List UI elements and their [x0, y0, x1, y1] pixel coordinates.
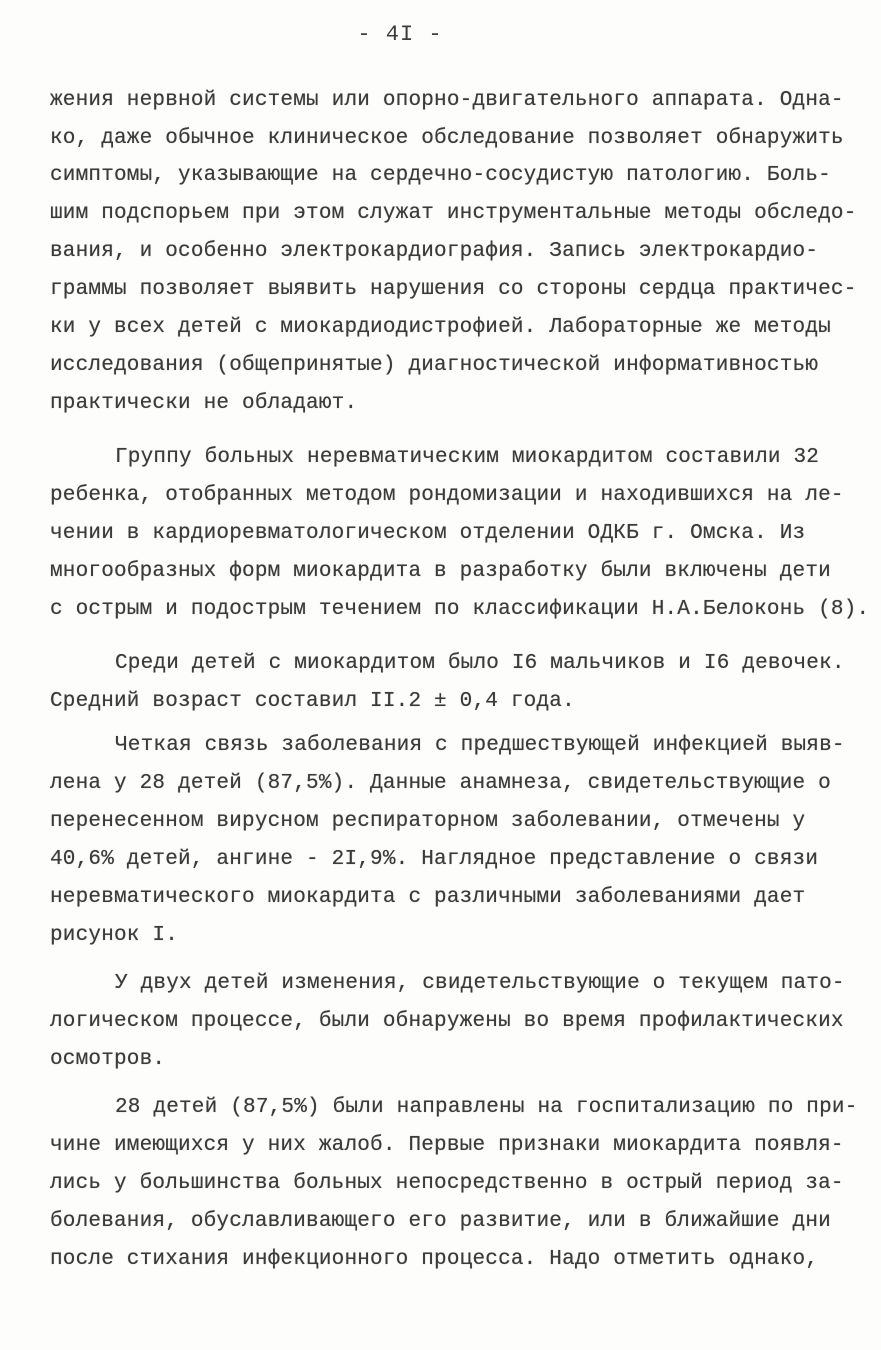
page-number: - 4I -	[357, 22, 443, 47]
text-line: Средний возраст составил II.2 ± 0,4 года.	[50, 690, 575, 713]
text-line: Группу больных неревматическим миокардитом составили 32	[115, 446, 820, 469]
text-line: симптомы, указывающие на сердечно-сосудистую патологию. Боль-	[50, 164, 831, 187]
text-line: жения нервной системы или опорно-двигательного аппарата. Одна-	[50, 89, 844, 112]
text-line: чении в кардиоревматологическом отделении ОДКБ г. Омска. Из	[50, 522, 806, 545]
text-line: практически не обладают.	[50, 392, 358, 415]
text-line: шим подспорьем при этом служат инструментальные методы обследо-	[50, 202, 857, 225]
text-line: ко, даже обычное клиническое обследование позволяет обнаружить	[50, 127, 844, 150]
text-line: 40,6% детей, ангине - 2I,9%. Наглядное представление о связи	[50, 848, 819, 871]
text-line: лена у 28 детей (87,5%). Данные анамнеза, свидетельствующие о	[50, 772, 831, 795]
text-line: рисунок I.	[50, 924, 179, 947]
text-line: ки у всех детей с миокардиодистрофией. Лабораторные же методы	[50, 316, 831, 339]
text-line: исследования (общепринятые) диагностической информативностью	[50, 354, 819, 377]
text-line: У двух детей изменения, свидетельствующие о текущем пато-	[115, 972, 845, 995]
text-line: после стихания инфекционного процесса. Надо отметить однако,	[50, 1248, 819, 1271]
text-line: вания, и особенно электрокардиография. Запись электрокардио-	[50, 240, 819, 263]
text-line: граммы позволяет выявить нарушения со стороны сердца практичес-	[50, 278, 857, 301]
text-line: логическом процессе, были обнаружены во время профилактических	[50, 1010, 844, 1033]
text-line: чине имеющихся у них жалоб. Первые признаки миокардита появля-	[50, 1134, 844, 1157]
text-line: осмотров.	[50, 1048, 166, 1071]
text-line: неревматического миокардита с различными заболеваниями дает	[50, 886, 806, 909]
text-line: ребенка, отобранных методом рондомизации и находившихся на ле-	[50, 484, 844, 507]
text-line: болевания, обуславливающего его развитие, или в ближайшие дни	[50, 1210, 831, 1233]
text-line: 28 детей (87,5%) были направлены на госпитализацию по при-	[115, 1096, 858, 1119]
text-line: Четкая связь заболевания с предшествующей инфекцией выяв-	[115, 734, 845, 757]
text-line: Среди детей с миокардитом было I6 мальчиков и I6 девочек.	[115, 652, 845, 675]
text-line: многообразных форм миокардита в разработку были включены дети	[50, 560, 831, 583]
text-line: лись у большинства больных непосредственно в острый период за-	[50, 1172, 844, 1195]
text-line: перенесенном вирусном респираторном заболевании, отмечены у	[50, 810, 806, 833]
text-line: с острым и подострым течением по классификации Н.А.Белоконь (8).	[50, 598, 870, 621]
